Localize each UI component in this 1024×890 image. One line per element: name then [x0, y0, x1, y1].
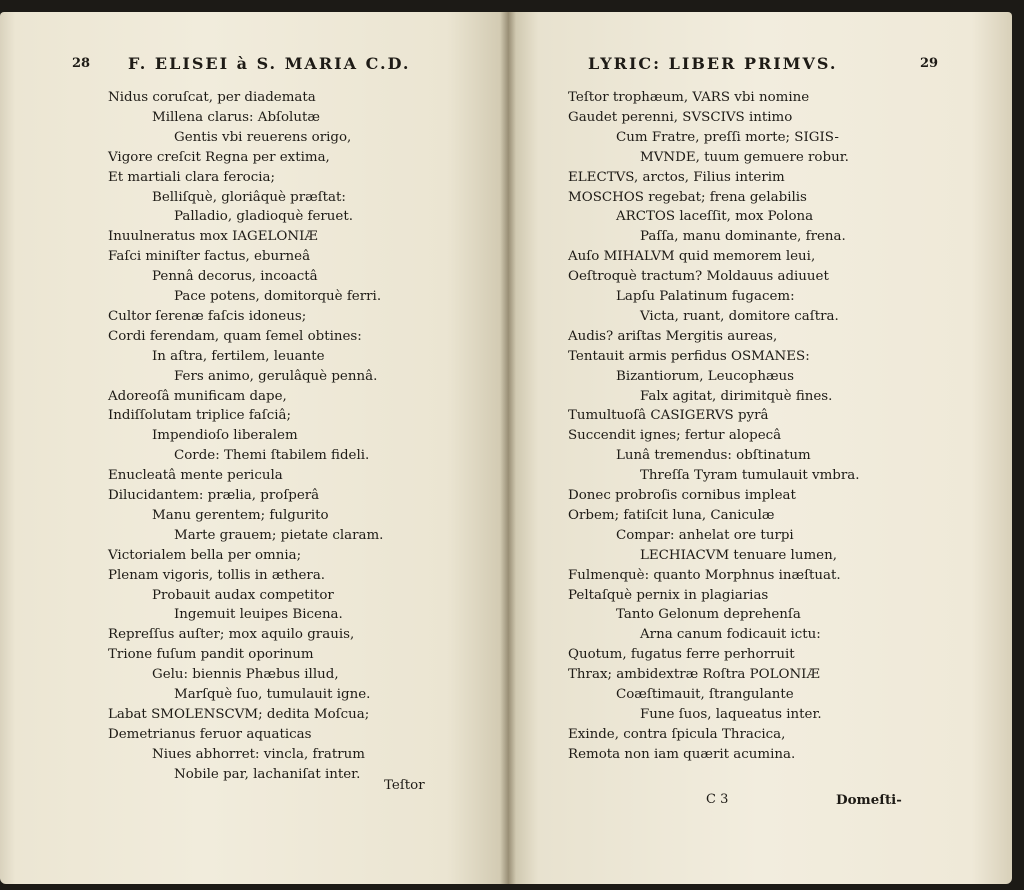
text-line: Inuulneratus mox IAGELONIÆ	[108, 229, 318, 245]
text-line: Quotum, fugatus ferre perhorruit	[568, 647, 795, 663]
left-page-number: 28	[72, 56, 91, 71]
text-line: In aſtra, fertilem, leuante	[152, 348, 325, 364]
text-line: Tentauit armis perfidus OSMANES:	[568, 348, 810, 364]
text-line: Pace potens, domitorquè ferri.	[174, 289, 382, 304]
text-line: Pennâ decorus, incoactâ	[152, 269, 318, 285]
text-line: Marſquè ſuo, tumulauit igne.	[174, 687, 371, 702]
right-page-header	[508, 54, 1012, 80]
text-line: Palladio, gladioquè feruet.	[174, 209, 353, 225]
text-line: ARCTOS laceſſit, mox Polona	[616, 209, 814, 225]
text-line: Teſtor trophæum, VARS vbi nomine	[568, 90, 810, 105]
text-line: MOSCHOS regebat; frena gelabilis	[568, 189, 807, 205]
text-line: Succendit ignes; fertur alopecâ	[568, 428, 782, 444]
text-line: Lunâ tremendus: obſtinatum	[616, 448, 811, 464]
text-line: Demetrianus feruor aquaticas	[108, 726, 312, 742]
text-line: Victorialem bella per omnia;	[108, 547, 302, 563]
text-line: Cordi ferendam, quam ſemel obtines:	[108, 328, 362, 344]
text-line: Compar: anhelat ore turpi	[616, 527, 794, 543]
text-line: Ingemuit leuipes Bicena.	[174, 607, 343, 623]
right-page	[508, 12, 1012, 884]
text-line: Thrax; ambidextræ Roſtra POLONIÆ	[568, 667, 820, 683]
text-line: Auſo MIHALVM quid memorem leui,	[568, 249, 816, 265]
right-page-number: 29	[920, 56, 939, 71]
left-page-header	[0, 54, 508, 80]
text-line: Lapſu Palatinum fugacem:	[616, 289, 795, 304]
text-line: LECHIACVM tenuare lumen,	[640, 547, 837, 563]
text-line: Fulmenquè: quanto Morphnus inæſtuat.	[568, 567, 841, 583]
text-line: Fers animo, gerulâquè pennâ.	[174, 368, 378, 384]
text-line: Adoreoſâ munificam dape,	[108, 388, 287, 404]
text-line: Audis? ariſtas Mergitis aureas,	[568, 328, 778, 344]
book-gutter	[500, 12, 516, 884]
text-line: Impendioſo liberalem	[152, 428, 298, 444]
text-line: ELECTVS, arctos, Filius interim	[568, 169, 785, 185]
text-line: Donec probroſis cornibus impleat	[568, 488, 796, 503]
text-line: Cum Fratre, preſſi morte; SIGIS-	[616, 129, 839, 145]
text-line: Manu gerentem; fulgurito	[152, 507, 329, 523]
text-line: Labat SMOLENSCVM; dedita Moſcua;	[108, 706, 370, 722]
text-line: Vigore creſcit Regna per extima,	[108, 149, 330, 165]
text-line: Marte grauem; pietate claram.	[174, 527, 384, 543]
open-book	[0, 12, 1024, 884]
text-line: Arna canum fodicauit ictu:	[640, 627, 821, 643]
left-page	[0, 12, 508, 884]
text-line: Gaudet perenni, SVSCIVS intimo	[568, 109, 793, 125]
text-line: Probauit audax competitor	[152, 587, 334, 603]
text-line: Peltaſquè pernix in plagiarias	[568, 587, 769, 603]
text-line: Et martiali clara ferocia;	[108, 169, 275, 185]
text-line: Dilucidantem: prælia, proſperâ	[108, 488, 320, 503]
right-running-head: LYRIC: LIBER PRIMVS.	[588, 54, 838, 73]
text-line: Falx agitat, dirimitquè fines.	[640, 388, 833, 404]
text-line: Tumultuoſâ CASIGERVS pyrâ	[568, 408, 769, 424]
text-line: MVNDE, tuum gemuere robur.	[640, 149, 849, 165]
text-line: Coæſtimauit, ſtrangulante	[616, 687, 794, 702]
text-line: Belliſquè, gloriâquè præſtat:	[152, 189, 346, 205]
text-line: Gentis vbi reuerens origo,	[174, 129, 352, 145]
text-line: Tanto Gelonum deprehenſa	[616, 607, 801, 623]
right-catchword: Domeſti-	[836, 792, 902, 808]
left-running-head: F. ELISEI à S. MARIA C.D.	[128, 54, 411, 73]
text-line: Remota non iam quærit acumina.	[568, 746, 796, 762]
text-line: Gelu: biennis Phæbus illud,	[152, 667, 339, 683]
text-line: Faſci miniſter factus, eburneâ	[108, 249, 311, 265]
text-line: Plenam vigoris, tollis in æthera.	[108, 567, 326, 583]
signature-mark: C 3	[706, 792, 729, 807]
text-line: Exinde, contra ſpicula Thracica,	[568, 726, 786, 742]
text-line: Enucleatâ mente pericula	[108, 468, 283, 484]
text-line: Paſſa, manu dominante, frena.	[640, 229, 846, 245]
text-line: Victa, ruant, domitore caſtra.	[640, 308, 839, 324]
text-line: Bizantiorum, Leucophæus	[616, 368, 795, 384]
text-line: Niues abhorret: vincla, fratrum	[152, 746, 365, 762]
text-line: Nobile par, lachaniſat inter.	[174, 766, 361, 782]
text-line: Trione fuſum pandit oporinum	[108, 647, 314, 663]
text-line: Corde: Themi ſtabilem fideli.	[174, 448, 370, 464]
text-line: Repreſſus auſter; mox aquilo grauis,	[108, 627, 355, 643]
text-line: Cultor ſerenæ faſcis idoneus;	[108, 308, 307, 324]
text-line: Fune ſuos, laqueatus inter.	[640, 706, 822, 722]
left-catchword: Teſtor	[384, 778, 425, 793]
text-line: Oeſtroquè tractum? Moldauus adiuuet	[568, 269, 829, 285]
text-line: Orbem; fatiſcit luna, Caniculæ	[568, 507, 775, 523]
text-line: Nidus coruſcat, per diademata	[108, 90, 316, 105]
text-line: Millena clarus: Abſolutæ	[152, 109, 320, 125]
text-line: Threſſa Tyram tumulauit vmbra.	[640, 468, 860, 484]
text-line: Indiſſolutam triplice faſciâ;	[108, 408, 292, 424]
